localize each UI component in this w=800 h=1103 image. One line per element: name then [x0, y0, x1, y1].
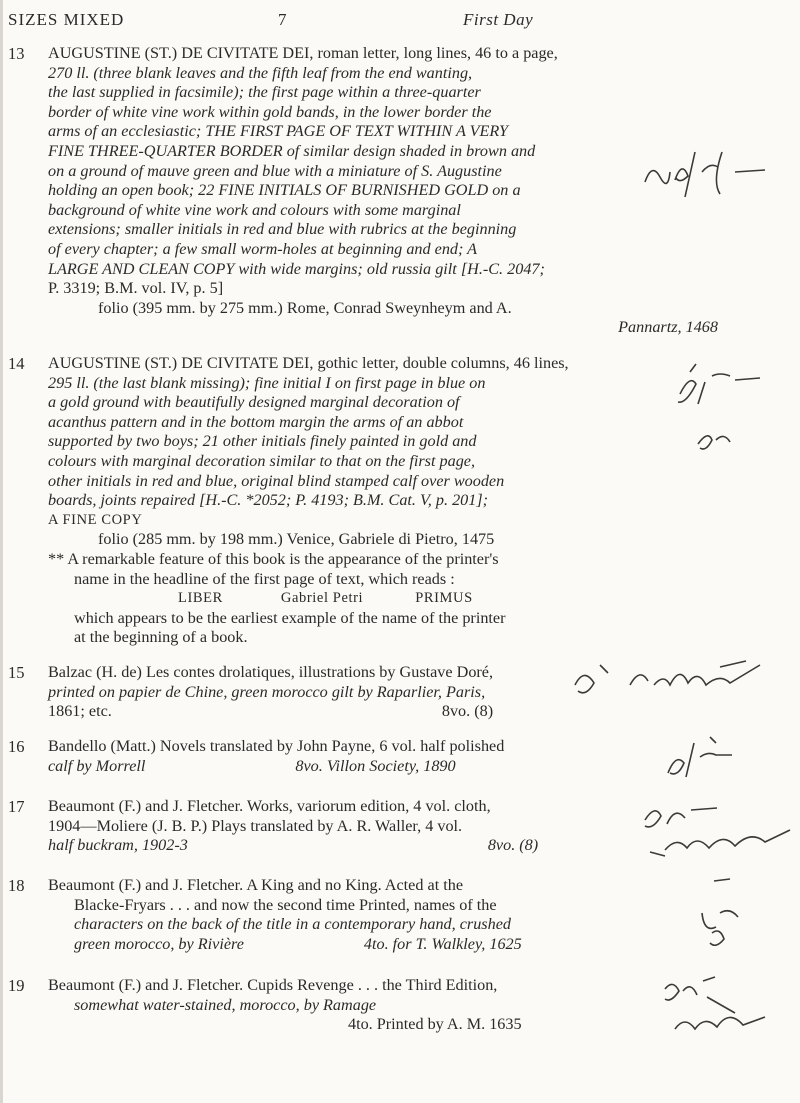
- lot-line: Beaumont (F.) and J. Fletcher. A King and no King. Acted at the: [48, 876, 464, 894]
- lot-line: Blacke-Fryars . . . and now the second time Printed, names of the: [74, 895, 497, 914]
- lot-line: A FINE COPY: [48, 511, 143, 528]
- lot-line: boards, joints repaired [H.-C. *2052; P. 4193; B.M. Cat. V, p. 201];: [48, 491, 489, 510]
- lot-line: background of white vine work and colours with some marginal: [48, 200, 461, 219]
- lot-13: [8, 44, 728, 338]
- lot-line: P. 3319; B.M. vol. IV, p. 5]: [48, 279, 224, 298]
- page-header: [8, 10, 760, 34]
- header-page-number: 7: [278, 10, 288, 29]
- lot-line: FINE THREE-QUARTER BORDER of similar design shaded in brown and: [48, 141, 536, 160]
- lot-line: arms of an ecclesiastic; THE FIRST PAGE OF TEXT WITHIN A VERY: [48, 122, 508, 141]
- lot-format: folio (395 mm. by 275 mm.) Rome, Conrad Sweynheym and A.: [98, 298, 512, 317]
- page-edge-rule: [0, 0, 3, 1103]
- handwritten-price-mark: [660, 733, 740, 783]
- lot-line: supported by two boys; 21 other initials finely painted in gold and: [48, 432, 477, 451]
- lot-description: [48, 737, 728, 776]
- lot-line: Bandello (Matt.) Novels translated by John Payne, 6 vol. half polished: [48, 737, 505, 755]
- lot-16: [8, 737, 728, 776]
- lot-line: printed on papier de Chine, green morocco gilt by Raparlier, Paris,: [48, 682, 486, 701]
- headline-word: LIBER: [178, 590, 223, 607]
- lot-line: the last supplied in facsimile); the first page within a three-quarter: [48, 83, 481, 102]
- lot-imprint: Pannartz, 1468: [618, 318, 718, 337]
- lot-description: [48, 354, 728, 648]
- lot-end: green morocco, by Rivière: [74, 934, 244, 953]
- lot-line: extensions; smaller initials in red and blue with rubrics at the beginning: [48, 220, 517, 239]
- headline-word: Gabriel Petri: [280, 590, 364, 607]
- lot-format: 4to. Printed by A. M. 1635: [348, 1015, 522, 1034]
- lot-line: a gold ground with beautifully designed marginal decoration of: [48, 393, 460, 412]
- headline-word: PRIMUS: [415, 590, 473, 607]
- lot-line: colours with marginal decoration similar to that on the first page,: [48, 451, 476, 470]
- lot-format: 4to. for T. Walkley, 1625: [363, 934, 522, 953]
- lot-format: folio (285 mm. by 198 mm.) Venice, Gabriele di Pietro, 1475: [98, 530, 495, 549]
- lot-number: 18: [8, 876, 25, 895]
- lot-line: border of white vine work within gold bands, in the lower border the: [48, 102, 492, 121]
- lot-format: 8vo. (8): [441, 702, 494, 721]
- lot-note: at the beginning of a book.: [74, 628, 248, 647]
- lot-format: 8vo. Villon Society, 1890: [295, 756, 456, 775]
- lot-number: 14: [8, 354, 25, 373]
- lot-note: which appears to be the earliest example of the name of the printer: [74, 608, 506, 627]
- lot-line: Beaumont (F.) and J. Fletcher. Works, variorum edition, 4 vol. cloth,: [48, 797, 491, 815]
- lot-line: somewhat water-stained, morocco, by Ramage: [74, 995, 377, 1014]
- lot-number: 17: [8, 797, 25, 816]
- headline-text: [48, 589, 728, 609]
- lot-line: Balzac (H. de) Les contes drolatiques, illustrations by Gustave Doré,: [48, 663, 494, 681]
- lot-line: 295 ll. (the last blank missing); fine initial I on first page in blue on: [48, 373, 486, 392]
- lot-end: calf by Morrell: [48, 756, 146, 775]
- lot-format: 8vo. (8): [487, 836, 539, 855]
- lot-line: holding an open book; 22 FINE INITIALS OF BURNISHED GOLD on a: [48, 181, 521, 200]
- lot-line: on a ground of mauve green and blue with a miniature of S. Augustine: [48, 161, 502, 180]
- lot-14: [8, 354, 728, 648]
- handwritten-price-mark: [605, 790, 795, 870]
- lot-line-end: [48, 935, 728, 955]
- lot-line: AUGUSTINE (ST.) DE CIVITATE DEI, gothic letter, double columns, 46 lines,: [48, 354, 569, 372]
- handwritten-price-mark: [690, 873, 760, 953]
- lot-number: 16: [8, 737, 25, 756]
- handwritten-price-mark: [570, 655, 770, 705]
- lot-number: 15: [8, 663, 25, 682]
- header-section-title: SIZES MIXED: [8, 10, 125, 29]
- lot-line: of every chapter; a few small worm-holes at beginning and end; A: [48, 239, 478, 258]
- handwritten-price-mark: [640, 142, 770, 202]
- lot-line: other initials in red and blue, original blind stamped calf over wooden: [48, 471, 505, 490]
- lot-description: [48, 876, 728, 954]
- lot-line: Beaumont (F.) and J. Fletcher. Cupids Revenge . . . the Third Edition,: [48, 976, 498, 994]
- lot-end: half buckram, 1902-3: [48, 836, 188, 855]
- lot-line: 270 ll. (three blank leaves and the fifth leaf from the end wanting,: [48, 63, 473, 82]
- handwritten-price-mark: [625, 967, 775, 1047]
- lot-line: AUGUSTINE (ST.) DE CIVITATE DEI, roman letter, long lines, 46 to a page,: [48, 44, 558, 62]
- lot-number: 13: [8, 44, 25, 63]
- lot-number: 19: [8, 976, 25, 995]
- header-day-title: First Day: [463, 10, 534, 29]
- lot-note: ** A remarkable feature of this book is the appearance of the printer's: [48, 549, 499, 568]
- lot-line: acanthus pattern and in the bottom margin the arms of an abbot: [48, 412, 464, 431]
- lot-description: [48, 44, 728, 338]
- lot-note: name in the headline of the first page of text, which reads :: [74, 569, 455, 588]
- handwritten-price-mark: [650, 354, 770, 464]
- lot-line-end: [48, 702, 728, 722]
- lot-line: 1904—Moliere (J. B. P.) Plays translated by A. R. Waller, 4 vol.: [48, 816, 463, 835]
- lot-18: [8, 876, 728, 954]
- lot-end: 1861; etc.: [48, 702, 112, 721]
- lot-line-end: [48, 757, 728, 777]
- lot-line: characters on the back of the title in a contemporary hand, crushed: [74, 915, 511, 934]
- lot-line: LARGE AND CLEAN COPY with wide margins; old russia gilt [H.-C. 2047;: [48, 259, 545, 278]
- lot-19: [8, 976, 728, 1035]
